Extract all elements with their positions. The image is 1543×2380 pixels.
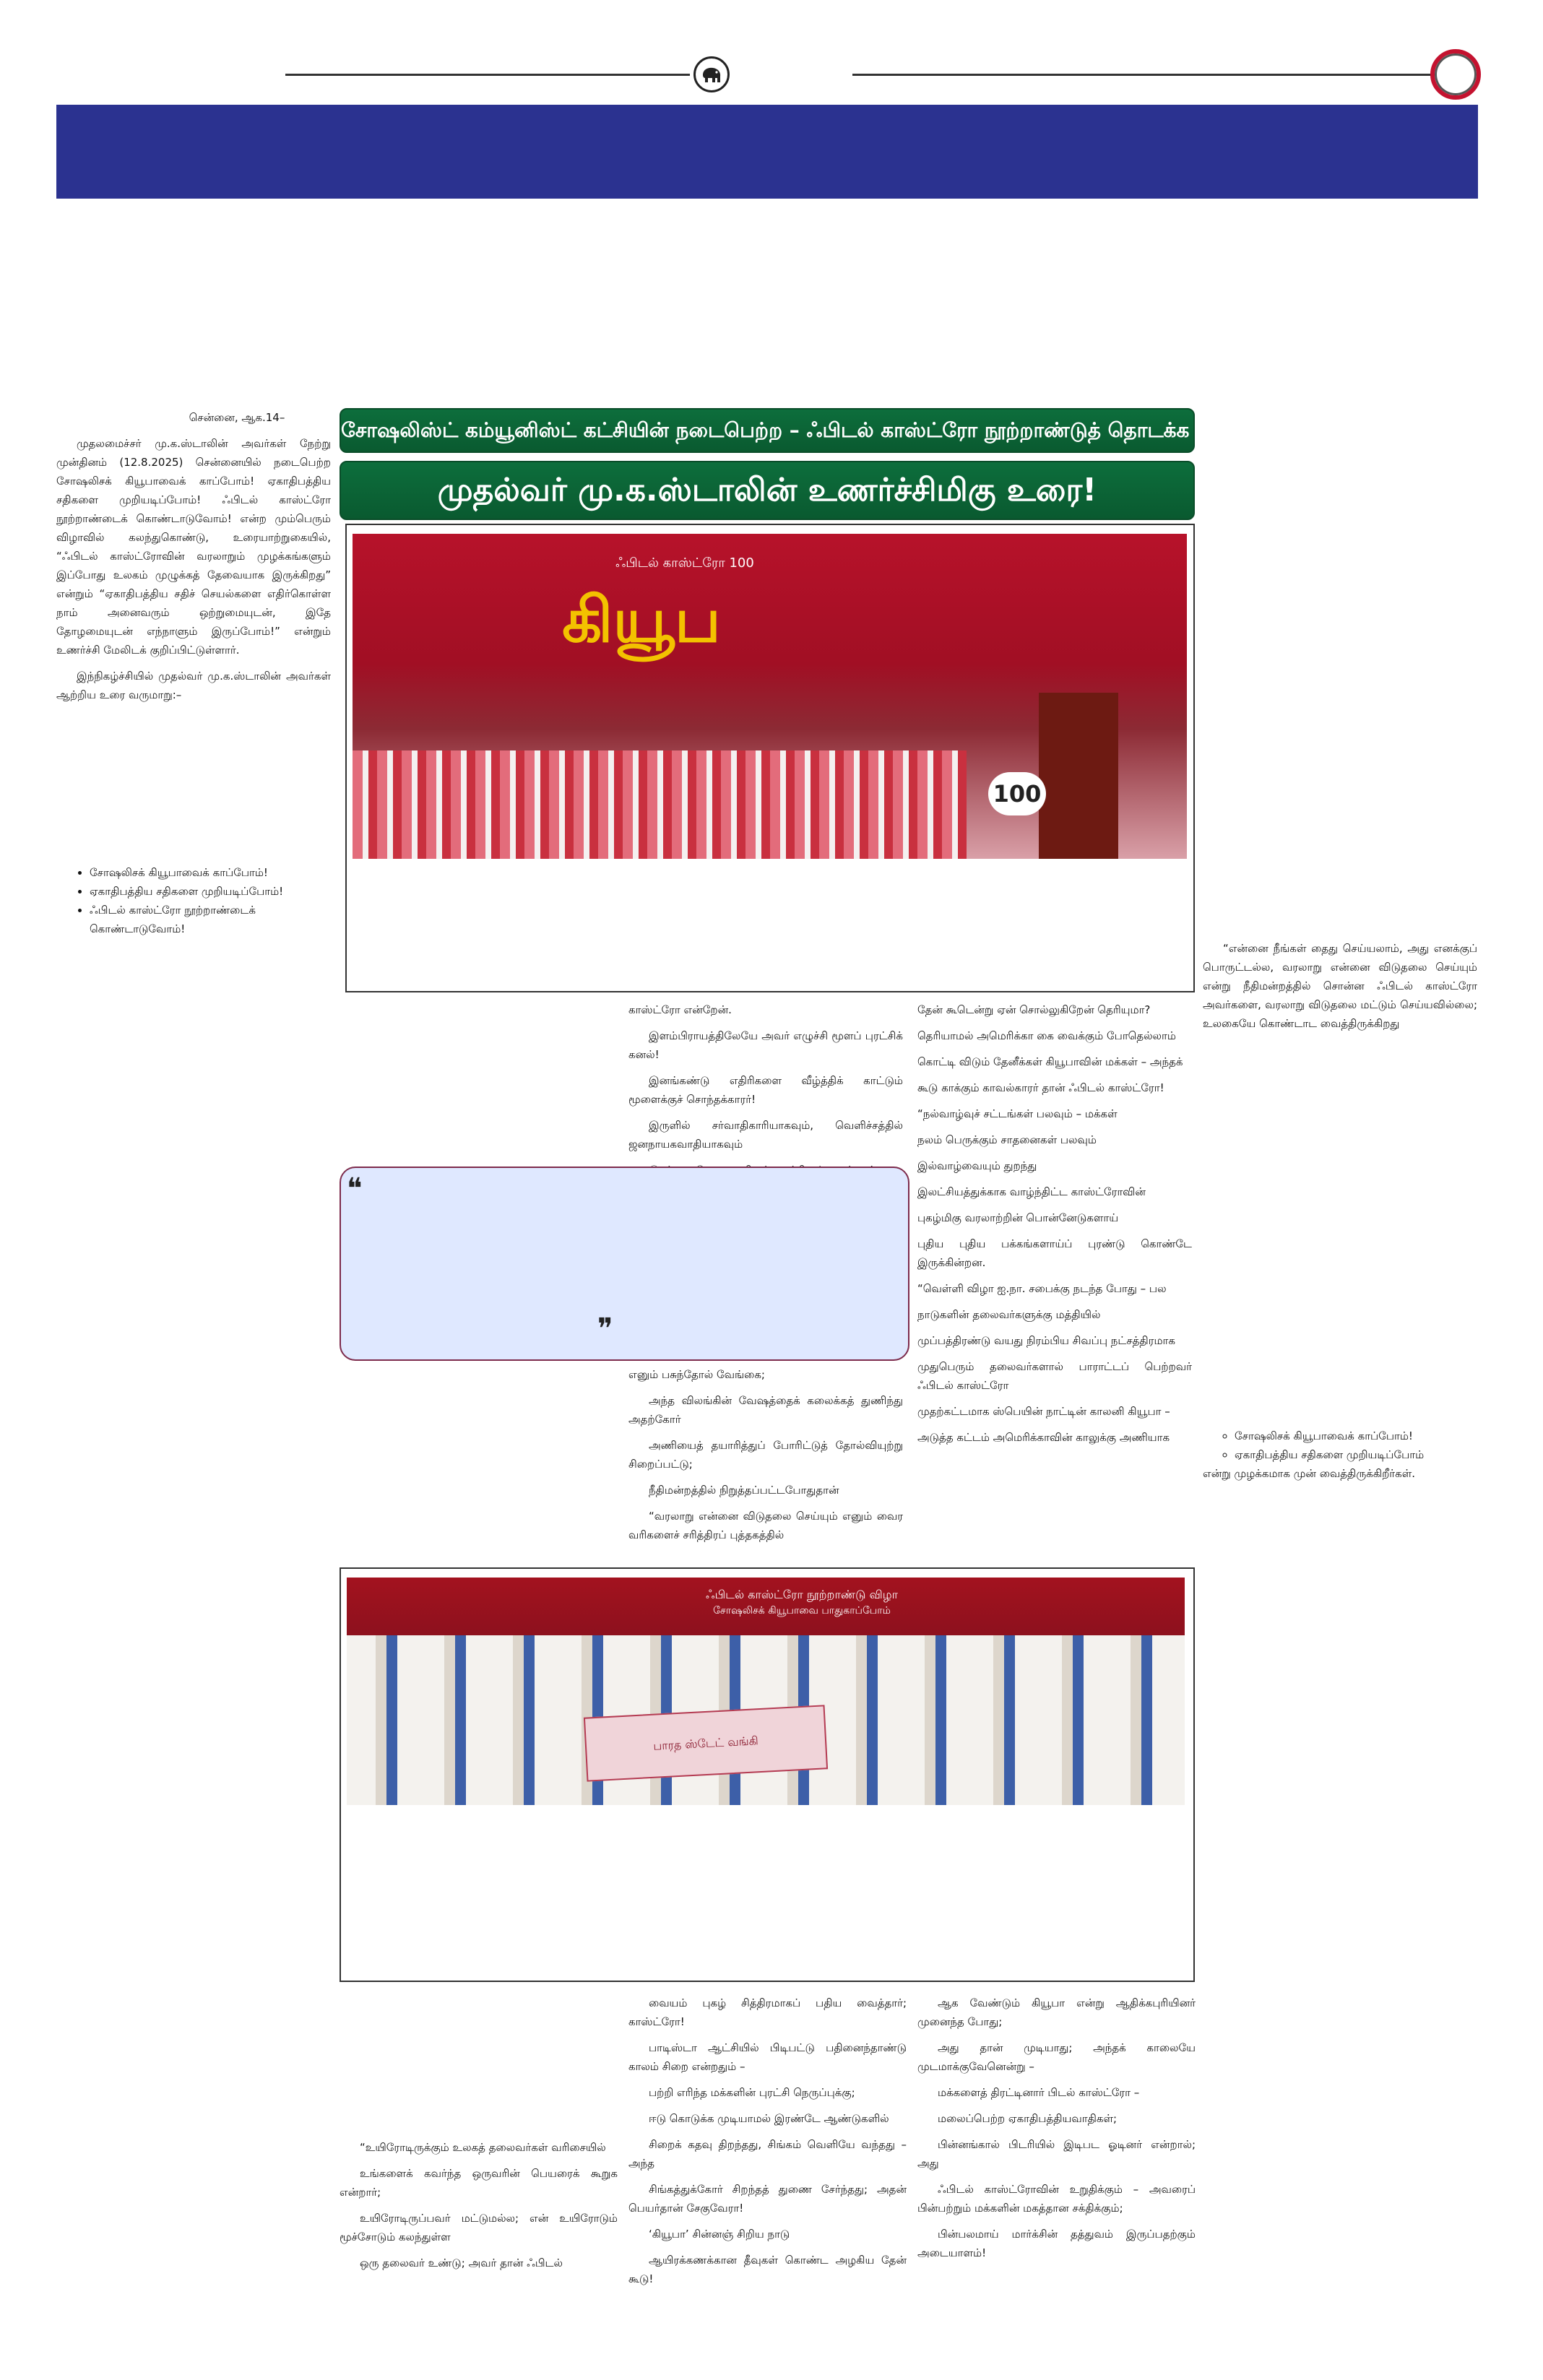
verse-line: ஆயிரக்கணக்கான தீவுகள் கொண்ட அழகிய தேன் கூடு! [628,2254,907,2285]
masthead-band [56,105,1478,199]
verse-line: “நல்வாழ்வுச் சட்டங்கள் பலவும் – மக்கள் [917,1107,1118,1120]
lead-bullet: • ஃபிடல் காஸ்ட்ரோ நூற்றாண்டைக் கொண்டாடுவோம்! [90,901,331,938]
verse-line: சிங்கத்துக்கோர் சிறந்தத் துணை சேர்ந்தது; அதன் பெயர்தான் சேகுவேரா! [628,2183,907,2215]
headline-kicker: சோஷலிஸ்ட் கம்யூனிஸ்ட் கட்சியின் நடைபெற்ற – ஃபிடல் காஸ்ட்ரோ நூற்றாண்டுத் தொடக்க விழாவில், [340,408,1195,453]
verse-line: தேன் கூடென்று ஏன் சொல்லுகிறேன் தெரியுமா? [917,1003,1151,1016]
verse-line: அந்த விலங்கின் வேஷத்தைக் கலைக்கத் துணிந்து அதற்கோர் [628,1394,903,1426]
verse-line: வையம் புகழ் சித்திரமாகப் பதிய வைத்தார்; காஸ்ட்ரோ! [628,1996,907,2028]
masthead-rule-right [852,74,1438,76]
verse-line: தெரியாமல் அமெரிக்கா கை வைக்கும் போதெல்லாம் [917,1029,1176,1042]
right-column-top [1203,939,1477,1040]
elephant-emblem-icon [693,56,730,92]
right-column-mid [1203,1427,1477,1483]
pull-quote-box [340,1167,909,1361]
event-photo-frame [345,524,1195,992]
photo2-banner-top: ஃபிடல் காஸ்ட்ரோ நூற்றாண்டு விழா [706,1588,898,1601]
audience-area [353,750,967,859]
photo-banner-title: கியூப [562,584,721,657]
verse-line: உயிரோடிருப்பவர் மட்டுமல்ல; என் உயிரோடும் மூச்சோடும் கலந்துள்ள [340,2212,618,2243]
lead-bullet-list [71,863,331,938]
right-trailing-text: என்று முழக்கமாக முன் வைத்திருக்கிறீர்கள். [1203,1467,1416,1480]
verse-line: அடுத்த கட்டம் அமெரிக்காவின் காலுக்கு அணியாக [917,1431,1170,1444]
verse-line: கூடு காக்கும் காவல்காரர் தான் ஃபிடல் காஸ்ட்ரோ! [917,1081,1164,1094]
mid-column-a-bottom [628,1365,903,1552]
right-paragraph: “என்னை நீங்கள் தைது செய்யலாம், அது எனக்குப் பொருட்டல்ல, வரலாறு என்னை விடுதலை செய்யும் என்று நீதிமன்றத்தில் சொன்ன ஃபிடல் காஸ்ட்ரோ அவர்களை, வரலாறு விடுதலை மட்டும் செய்யவில்லை; உலகையே கொண்டாட வைத்திருக்கிறது [1203,942,1477,1030]
right-bullet: ◦ சோஷலிசக் கியூபாவைக் காப்போம்! [1235,1427,1477,1445]
verse-line: நீதிமன்றத்தில் நிறுத்தப்பட்டபோதுதான் [649,1484,839,1497]
masthead-rule-left [285,74,690,76]
verse-line: ஈடு கொடுக்க முடியாமல் இரண்டே ஆண்டுகளில் [649,2112,889,2125]
verse-line: அது தான் முடியாது; அந்தக் காலையே முடமாக்குவேனென்று – [917,2041,1196,2073]
lead-bullet: • சோஷலிசக் கியூபாவைக் காப்போம்! [90,863,331,882]
headline-main: முதல்வர் மு.க.ஸ்டாலின் உணர்ச்சிமிகு உரை! [340,461,1195,520]
verse-line: இனங்கண்டு எதிரிகளை வீழ்த்திக் காட்டும் மூளைக்குச் சொந்தக்காரர்! [628,1074,903,1106]
verse-line: நலம் பெருக்கும் சாதனைகள் பலவும் [917,1133,1097,1146]
verse-line: சிறைக் கதவு திறந்தது, சிங்கம் வெளியே வந்தது – அந்த [628,2138,907,2170]
verse-line: கொட்டி விடும் தேனீக்கள் கியூபாவின் மக்கள் – அந்தக் [917,1055,1183,1068]
verse-line: பாடிஸ்டா ஆட்சியில் பிடிபட்டு பதினைந்தாண்டு காலம் சிறை என்றதும் – [628,2041,907,2073]
verse-line: ‘கியூபா’ சின்னஞ் சிறிய நாடு [649,2228,790,2241]
verse-line: புகழ்மிகு வரலாற்றின் பொன்னேடுகளாய் [917,1211,1119,1224]
verse-line: “வெள்ளி விழா ஐ.நா. சபைக்கு நடந்த போது – பல [917,1282,1167,1295]
quote-close-icon: ❞ [597,1312,613,1346]
verse-line: மலைப்பெற்ற ஏகாதிபத்தியவாதிகள்; [938,2112,1118,2125]
verse-line: பற்றி எரிந்த மக்களின் புரட்சி நெருப்புக்கு; [649,2086,855,2099]
verse-line: ஃபிடல் காஸ்ட்ரோவின் உறுதிக்கும் – அவரைப் பின்பற்றும் மக்களின் மகத்தான சக்திக்கும்; [917,2183,1196,2215]
verse-line: பின்னங்கால் பிடரியில் இடிபட ஓடினர் என்றால்; அது [917,2138,1196,2170]
photo-banner-top: ஃபிடல் காஸ்ட்ரோ 100 [615,555,754,571]
verse-line: முதுபெரும் தலைவர்களால் பாராட்டப் பெற்றவர் ஃபிடல் காஸ்ட்ரோ [917,1360,1192,1392]
verse-line: இருளில் சர்வாதிகாரியாகவும், வெளிச்சத்தில் ஜனநாயகவாதியாகவும் [628,1119,903,1151]
verse-line: முதற்கட்டமாக ஸ்பெயின் நாட்டின் காலனி கியூபா – [917,1405,1170,1418]
verse-line: நாடுகளின் தலைவர்களுக்கு மத்தியில் [917,1308,1101,1321]
cheque-presentation-photo [347,1578,1185,1805]
verse-line: மக்களைத் திரட்டினார் பிடல் காஸ்ட்ரோ – [938,2086,1140,2099]
red-ring-icon [1430,49,1481,100]
bottom-column-b [628,1994,907,2295]
verse-line: அணியைத் தயாரித்துப் போரிட்டுத் தோல்வியுற்று சிறைப்பட்டு; [628,1439,903,1471]
verse-line: “வரலாறு என்னை விடுதலை செய்யும் எனும் வைர வரிகளைச் சரித்திரப் புத்தகத்தில் [628,1510,903,1541]
lead-bullet: • ஏகாதிபத்திய சதிகளை முறியடிப்போம்! [90,882,331,901]
verse-line: பின்பலமாய் மார்க்சின் தத்துவம் இருப்பதற்கும் அடையாளம்! [917,2228,1196,2259]
verse-line: இலட்சியத்துக்காக வாழ்ந்திட்ட காஸ்ட்ரோவின் [917,1185,1146,1198]
cheque-photo-frame [340,1567,1195,1982]
dateline: சென்னை, ஆக.14– [189,411,285,424]
verse-line: புதிய புதிய பக்கங்களாய்ப் புரண்டு கொண்டே இருக்கின்றன. [917,1237,1192,1269]
cheque-board: பாரத ஸ்டேட் வங்கி [584,1705,828,1781]
verse-line: ஆக வேண்டும் கியூபா என்று ஆதிக்கபுரியினர் முனைந்த போது; [917,1996,1196,2028]
speaker-podium [1039,693,1118,859]
mid-column-a-top [628,1000,903,1187]
photo-badge: 100 [988,772,1046,815]
photo2-banner-sub: சோஷலிசக் கியூபாவை பாதுகாப்போம் [713,1605,891,1617]
lead-column [56,408,331,711]
lead-paragraph-2: இந்நிகழ்ச்சியில் முதல்வர் மு.க.ஸ்டாலின் அவர்கள் ஆற்றிய உரை வருமாறு:– [56,670,331,701]
verse-line: “உயிரோடிருக்கும் உலகத் தலைவர்கள் வரிசையில் [360,2141,606,2154]
bottom-column-a [340,2138,618,2280]
verse-line: காஸ்ட்ரோ என்றேன். [628,1003,732,1016]
lead-paragraph: முதலமைச்சர் மு.க.ஸ்டாலின் அவர்கள் நேற்று முன்தினம் (12.8.2025) சென்னையில் நடைபெற்ற சோஷலிசக் கியூபாவைக் காப்போம்! ஏகாதிபத்திய சதிகளை முறியடிப்போம்! ஃபிடல் காஸ்ட்ரோ நூற்றாண்டைக் கொண்டாடுவோம்! என்ற மும்பெரும் விழாவில் கலந்துகொண்டு, உரையாற்றுகையில், “ஃபிடல் காஸ்ட்ரோவின் வரலாறும் முழக்கங்களும் இப்போது உலகம் முழுக்கத் தேவையாக இருக்கிறது” என்றும் “ஏகாதிபத்திய சதிச் செயல்களை எதிர்கொள்ள நாம் அனைவரும் ஒற்றுமையுடன், இதே தோழமையுடன் எந்நாளும் இருப்போம்!” என்றும் உணர்ச்சி மேலிடக் குறிப்பிட்டுள்ளார். [56,437,331,657]
event-stage-photo [353,534,1187,859]
right-bullet: ◦ ஏகாதிபத்திய சதிகளை முறியடிப்போம் [1235,1445,1477,1464]
bottom-column-c [917,1994,1196,2269]
mid-column-b [917,1000,1192,1454]
verse-line: உங்களைக் கவர்ந்த ஒருவரின் பெயரைக் கூறுக என்றார்; [340,2167,618,2199]
verse-line: முப்பத்திரண்டு வயது நிரம்பிய சிவப்பு நட்சத்திரமாக [917,1334,1175,1347]
verse-line: எனும் பசுந்தோல் வேங்கை; [628,1368,765,1381]
quote-open-icon: ❝ [347,1172,363,1206]
verse-line: ஒரு தலைவர் உண்டு; அவர் தான் ஃபிடல் [360,2256,563,2269]
verse-line: இல்வாழ்வையும் துறந்து [917,1159,1037,1172]
verse-line: இளம்பிராயத்திலேயே அவர் எழுச்சி மூளப் புரட்சிக் கனல்! [628,1029,903,1061]
